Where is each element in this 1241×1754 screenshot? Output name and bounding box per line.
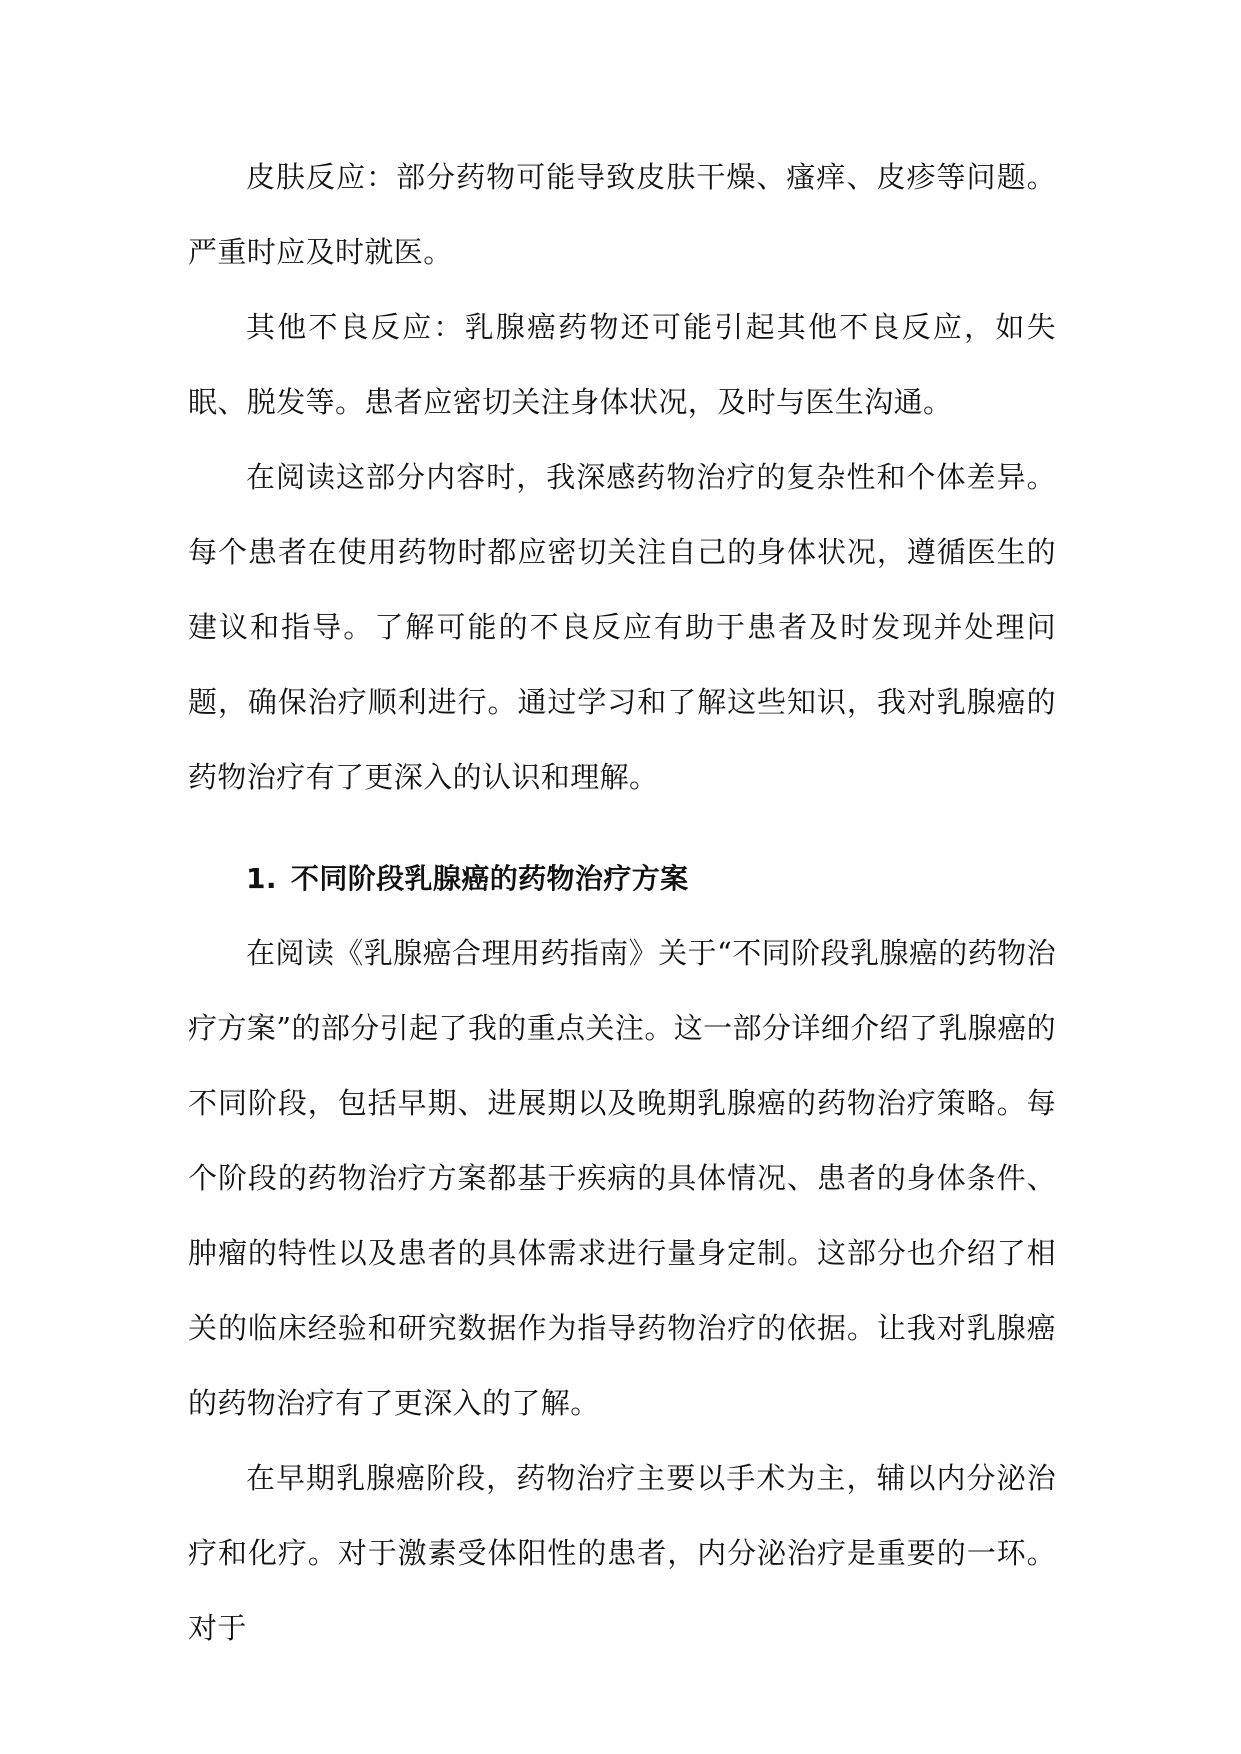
paragraph-other-reactions: 其他不良反应：乳腺癌药物还可能引起其他不良反应，如失眠、脱发等。患者应密切关注身体状况，及时与医生沟通。 xyxy=(188,310,1056,419)
section-number: 1. xyxy=(246,862,277,895)
paragraph-skin-reaction: 皮肤反应：部分药物可能导致皮肤干燥、瘙痒、皮疹等问题。严重时应及时就医。 xyxy=(188,160,1056,269)
paragraph-early-stage: 在早期乳腺癌阶段，药物治疗主要以手术为主，辅以内分泌治疗和化疗。对于激素受体阳性的患者，内分泌治疗是重要的一环。对于 xyxy=(188,1461,1056,1645)
section-title: 不同阶段乳腺癌的药物治疗方案 xyxy=(290,862,689,895)
paragraph-guide-intro: 在阅读《乳腺癌合理用药指南》关于“不同阶段乳腺癌的药物治疗方案”的部分引起了我的重点关注。这一部分详细介绍了乳腺癌的不同阶段，包括早期、进展期以及晚期乳腺癌的药物治疗策略。每个阶段的药物治疗方案都基于疾病的具体情况、患者的身体条件、肿瘤的特性以及患者的具体需求进行量身定制。这部分也介绍了相关的临床经验和研究数据作为指导药物治疗的依据。让我对乳腺癌的药物治疗有了更深入的了解。 xyxy=(188,936,1056,1420)
section-heading xyxy=(246,841,1056,916)
document-body xyxy=(188,140,1056,1666)
paragraph-reflection: 在阅读这部分内容时，我深感药物治疗的复杂性和个体差异。每个患者在使用药物时都应密切关注自己的身体状况，遵循医生的建议和指导。了解可能的不良反应有助于患者及时发现并处理问题，确保治疗顺利进行。通过学习和了解这些知识，我对乳腺癌的药物治疗有了更深入的认识和理解。 xyxy=(188,460,1056,794)
